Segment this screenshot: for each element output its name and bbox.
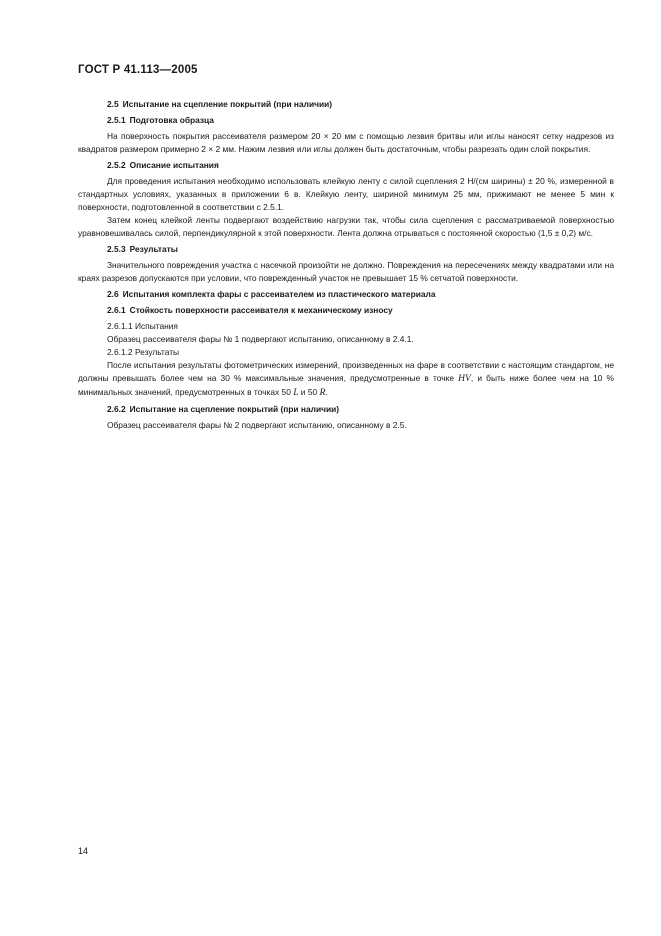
text-run: , и быть ниже более чем на 10 % минимальных значений, предусмотренных в точках 50: [78, 373, 614, 397]
section-heading-2-6: [78, 288, 614, 301]
section-heading-2-5: [78, 98, 614, 111]
section-title: Стойкость поверхности рассеивателя к механическому износу: [129, 305, 393, 315]
subsection-heading-2-6-1-1: [78, 320, 614, 333]
text-run: После испытания результаты фотометрических измерений, произведенных на фаре в соответствии с настоящим стандартом, не должны превышать более чем на 30 % максимальные значения, предусмотренные в точке: [78, 360, 614, 383]
section-number: 2.6.1.1: [107, 321, 133, 331]
section-number: 2.5.3: [107, 244, 126, 254]
section-heading-2-5-3: [78, 243, 614, 256]
paragraph-2-6-2: Образец рассеивателя фары № 2 подвергают испытанию, описанному в 2.5.: [107, 420, 407, 430]
symbol-hv: HV: [458, 374, 471, 384]
section-number: 2.6.1: [107, 305, 126, 315]
section-heading-2-6-2: [78, 403, 614, 416]
section-number: 2.6: [107, 289, 119, 299]
section-title: Испытания комплекта фары с рассеивателем из пластического материала: [122, 289, 436, 299]
paragraph-2-5-3: Значительного повреждения участка с насечкой произойти не должно. Повреждения на пересечениях между квадратами или на краях разрезов допускаются при условии, что поврежденный участок не превышает 15 % сетчатой поверхности.: [78, 260, 614, 283]
subsection-heading-2-6-1-2: [78, 346, 614, 359]
text-run: и 50: [298, 387, 320, 397]
section-number: 2.6.2: [107, 404, 126, 414]
document-header: ГОСТ Р 41.113—2005: [78, 64, 198, 76]
symbol-r: R: [319, 388, 326, 398]
paragraph-2-6-1-2: [78, 359, 614, 400]
paragraph-2-5-2-a: Для проведения испытания необходимо использовать клейкую ленту с силой сцепления 2 Н/(см ширины) ± 20 %, измеренной в стандартных условиях, указанных в приложении 6 в. Клейкую ленту, шириной минимум 25 мм, прижимают не менее 5 мин к поверхности, подготовленной в соответствии с 2.5.1.: [78, 176, 614, 212]
paragraph-2-5-2-b: Затем конец клейкой ленты подвергают воздействию нагрузки так, чтобы сила сцепления с рассматриваемой поверхностью уравновешивалась силой, перпендикулярной к этой поверхности. Лента должна отрываться с постоянной скоростью (1,5 ± 0,2) м/с.: [78, 215, 614, 238]
section-number: 2.6.1.2: [107, 347, 133, 357]
section-title: Испытания: [134, 321, 178, 331]
section-number: 2.5.1: [107, 115, 126, 125]
page-number: 14: [78, 846, 89, 856]
section-number: 2.5.2: [107, 160, 126, 170]
section-title: Испытание на сцепление покрытий (при наличии): [122, 99, 333, 109]
section-number: 2.5: [107, 99, 119, 109]
section-title: Подготовка образца: [129, 115, 214, 125]
section-title: Результаты: [129, 244, 178, 254]
paragraph-2-6-1-1: Образец рассеивателя фары № 1 подвергают испытанию, описанному в 2.4.1.: [107, 334, 414, 344]
document-body: [78, 98, 614, 432]
section-title: Результаты: [134, 347, 180, 357]
symbol-l: L: [293, 388, 299, 398]
paragraph-2-5-1: На поверхность покрытия рассеивателя размером 20 × 20 мм с помощью лезвия бритвы или иглы наносят сетку надрезов из квадратов размером примерно 2 × 2 мм. Нажим лезвия или иглы должен быть достаточным, чтобы разрезать один слой покрытия.: [78, 131, 614, 154]
section-heading-2-6-1: [78, 304, 614, 317]
text-run: .: [325, 387, 328, 397]
section-heading-2-5-1: [78, 114, 614, 127]
section-title: Испытание на сцепление покрытий (при наличии): [129, 404, 340, 414]
section-title: Описание испытания: [129, 160, 219, 170]
section-heading-2-5-2: [78, 159, 614, 172]
